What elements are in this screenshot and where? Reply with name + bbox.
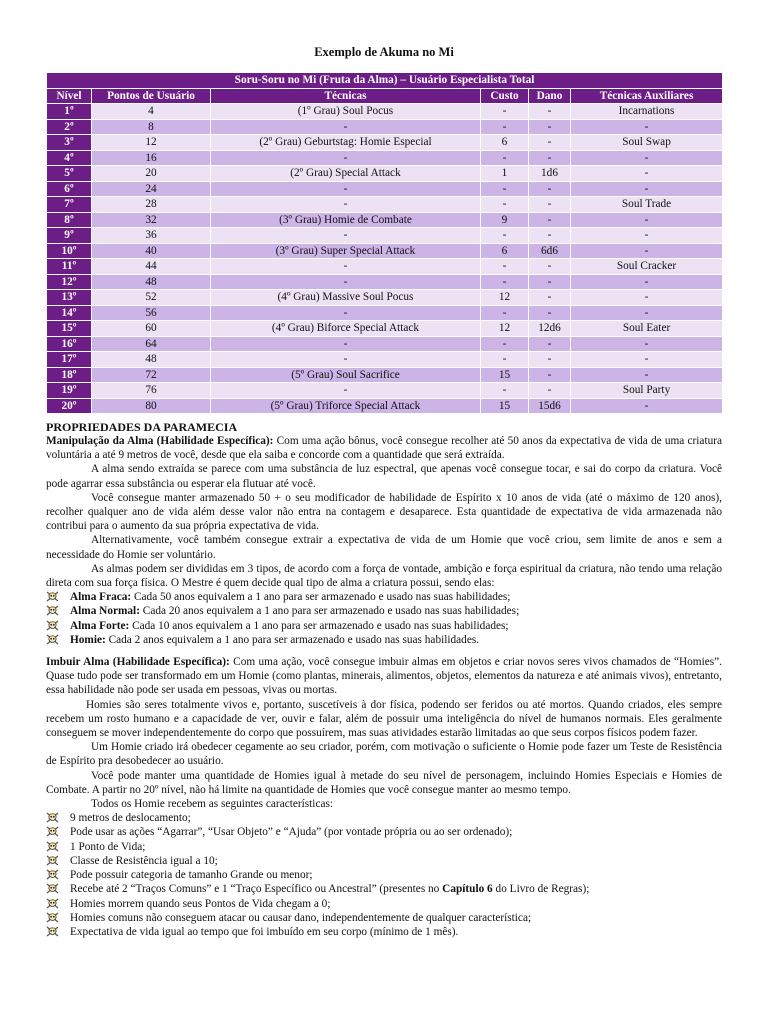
cell-tecnicas: - bbox=[211, 336, 481, 352]
cell-nivel: 16º bbox=[47, 336, 92, 352]
list-item: Recebe até 2 “Traços Comuns” e 1 “Traço Específico ou Ancestral” (presentes no Capítulo 6 do Livro de Regras); bbox=[46, 882, 722, 896]
cell-auxiliares: - bbox=[571, 150, 723, 166]
paragraph: Todos os Homie recebem as seguintes características: bbox=[91, 798, 334, 811]
skull-icon bbox=[46, 605, 59, 617]
cell-tecnicas: - bbox=[211, 150, 481, 166]
cell-custo: - bbox=[481, 352, 529, 368]
cell-dano: - bbox=[529, 181, 571, 197]
cell-dano: - bbox=[529, 119, 571, 135]
cell-nivel: 17º bbox=[47, 352, 92, 368]
list-item: Alma Fraca: Cada 50 anos equivalem a 1 ano para ser armazenado e usado nas suas habilidades; bbox=[46, 590, 722, 604]
cell-nivel: 19º bbox=[47, 383, 92, 399]
skull-icon bbox=[46, 826, 59, 838]
cell-auxiliares: Soul Party bbox=[571, 383, 723, 399]
cell-tecnicas: - bbox=[211, 383, 481, 399]
cell-auxiliares: - bbox=[571, 398, 723, 414]
cell-nivel: 1º bbox=[47, 104, 92, 120]
list-item: Pode usar as ações “Agarrar”, “Usar Objeto” e “Ajuda” (por vontade própria ou ao ser ordenado); bbox=[46, 825, 722, 839]
table-banner: Soru-Soru no Mi (Fruta da Alma) – Usuário Especialista Total bbox=[47, 73, 723, 89]
cell-dano: - bbox=[529, 259, 571, 275]
cell-pontos: 52 bbox=[92, 290, 211, 306]
table-row bbox=[47, 181, 723, 197]
cell-nivel: 13º bbox=[47, 290, 92, 306]
cell-auxiliares: - bbox=[571, 290, 723, 306]
skull-icon bbox=[46, 912, 59, 924]
cell-auxiliares: - bbox=[571, 119, 723, 135]
cell-auxiliares: - bbox=[571, 212, 723, 228]
cell-nivel: 5º bbox=[47, 166, 92, 182]
cell-auxiliares: Soul Cracker bbox=[571, 259, 723, 275]
header-pontos: Pontos de Usuário bbox=[92, 88, 211, 104]
cell-custo: - bbox=[481, 259, 529, 275]
skull-icon bbox=[46, 898, 59, 910]
cell-custo: 6 bbox=[481, 135, 529, 151]
cell-nivel: 4º bbox=[47, 150, 92, 166]
cell-pontos: 48 bbox=[92, 274, 211, 290]
table-row bbox=[47, 119, 723, 135]
cell-auxiliares: Soul Swap bbox=[571, 135, 723, 151]
cell-tecnicas: (4º Grau) Massive Soul Pocus bbox=[211, 290, 481, 306]
cell-auxiliares: Soul Trade bbox=[571, 197, 723, 213]
skull-icon bbox=[46, 855, 59, 867]
table-row bbox=[47, 383, 723, 399]
section-title: PROPRIEDADES DA PARAMECIA bbox=[46, 420, 238, 434]
imbuir-label: Imbuir Alma (Habilidade Específica): bbox=[46, 656, 230, 669]
cell-dano: - bbox=[529, 290, 571, 306]
skull-icon bbox=[46, 634, 59, 646]
table-row bbox=[47, 228, 723, 244]
table-row bbox=[47, 398, 723, 414]
cell-custo: 15 bbox=[481, 367, 529, 383]
cell-custo: - bbox=[481, 104, 529, 120]
cell-tecnicas: (1º Grau) Soul Pocus bbox=[211, 104, 481, 120]
cell-dano: - bbox=[529, 104, 571, 120]
cell-dano: - bbox=[529, 352, 571, 368]
cell-pontos: 48 bbox=[92, 352, 211, 368]
cell-pontos: 28 bbox=[92, 197, 211, 213]
cell-tecnicas: - bbox=[211, 181, 481, 197]
cell-nivel: 2º bbox=[47, 119, 92, 135]
cell-nivel: 6º bbox=[47, 181, 92, 197]
cell-dano: - bbox=[529, 197, 571, 213]
cell-custo: 9 bbox=[481, 212, 529, 228]
cell-custo: 15 bbox=[481, 398, 529, 414]
cell-auxiliares: - bbox=[571, 181, 723, 197]
manipulacao-label: Manipulação da Alma (Habilidade Específica): bbox=[46, 435, 274, 447]
imbuir-intro: Imbuir Alma (Habilidade Específica): Com uma ação, você consegue imbuir almas em objetos e criar novos seres vivos chamados de “Homies”. Quase tudo pode ser transformado em um Homie (como plantas, minerais, alimentos, objetos, elementos da natureza e até animais vivos), entretanto, essa habilidade não pode ser usada em pessoas, vivas ou mortas. bbox=[46, 656, 722, 697]
table-row bbox=[47, 305, 723, 321]
cell-pontos: 32 bbox=[92, 212, 211, 228]
paragraph: Homies são seres totalmente vivos e, portanto, suscetíveis à dor física, podendo ser feridos ou até mortos. Quando criados, eles sempre recebem um rosto humano e a capacidade de ver, ouvir e falar, além de possuir uma inteligência do nível de humanos normais. Eles geralmente conseguem se mover independentemente do corpo que possuírem, mas suas atividades estarão limitadas ao que seus corpos físicos podem fazer. bbox=[46, 698, 722, 740]
cell-nivel: 3º bbox=[47, 135, 92, 151]
table-row bbox=[47, 197, 723, 213]
manipulacao-intro: Manipulação da Alma (Habilidade Específica): Com uma ação bônus, você consegue recolher até 50 anos da expectativa de vida de uma criatura voluntária a até 9 metros de você, desde que ela saiba e concorde com a quantidade que será extraída. bbox=[46, 435, 723, 462]
cell-pontos: 72 bbox=[92, 367, 211, 383]
cell-pontos: 76 bbox=[92, 383, 211, 399]
paragraph: Você pode manter uma quantidade de Homies igual à metade do seu nível de personagem, incluindo Homies Especiais e Homies de Combate. A partir no 20º nível, não há limite na quantidade de Homies que você consegue manter ao mesmo tempo. bbox=[46, 769, 722, 796]
cell-auxiliares: Soul Eater bbox=[571, 321, 723, 337]
cell-nivel: 20º bbox=[47, 398, 92, 414]
cell-tecnicas: - bbox=[211, 259, 481, 275]
skull-icon bbox=[46, 812, 59, 824]
skull-icon bbox=[46, 926, 59, 938]
header-tecnicas: Técnicas bbox=[211, 88, 481, 104]
cell-tecnicas: - bbox=[211, 228, 481, 244]
cell-nivel: 8º bbox=[47, 212, 92, 228]
list-item: Pode possuir categoria de tamanho Grande ou menor; bbox=[46, 868, 722, 882]
cell-dano: - bbox=[529, 228, 571, 244]
cell-pontos: 24 bbox=[92, 181, 211, 197]
cell-custo: 1 bbox=[481, 166, 529, 182]
cell-tecnicas: - bbox=[211, 352, 481, 368]
table-row bbox=[47, 212, 723, 228]
cell-custo: 6 bbox=[481, 243, 529, 259]
cell-tecnicas: (5º Grau) Triforce Special Attack bbox=[211, 398, 481, 414]
cell-pontos: 20 bbox=[92, 166, 211, 182]
cell-custo: - bbox=[481, 305, 529, 321]
list-item: Alma Forte: Cada 10 anos equivalem a 1 ano para ser armazenado e usado nas suas habilidades; bbox=[46, 619, 722, 633]
table-row bbox=[47, 336, 723, 352]
cell-tecnicas: - bbox=[211, 197, 481, 213]
cell-custo: - bbox=[481, 150, 529, 166]
cell-pontos: 36 bbox=[92, 228, 211, 244]
cell-dano: - bbox=[529, 212, 571, 228]
cell-auxiliares: - bbox=[571, 367, 723, 383]
cell-dano: - bbox=[529, 336, 571, 352]
cell-dano: - bbox=[529, 383, 571, 399]
cell-pontos: 4 bbox=[92, 104, 211, 120]
cell-auxiliares: - bbox=[571, 305, 723, 321]
cell-pontos: 56 bbox=[92, 305, 211, 321]
document-title: Exemplo de Akuma no Mi bbox=[314, 45, 454, 59]
table-row bbox=[47, 166, 723, 182]
cell-nivel: 11º bbox=[47, 259, 92, 275]
cell-pontos: 16 bbox=[92, 150, 211, 166]
cell-pontos: 80 bbox=[92, 398, 211, 414]
cell-tecnicas: (4º Grau) Biforce Special Attack bbox=[211, 321, 481, 337]
cell-dano: 1d6 bbox=[529, 166, 571, 182]
cell-nivel: 10º bbox=[47, 243, 92, 259]
cell-pontos: 40 bbox=[92, 243, 211, 259]
cell-tecnicas: - bbox=[211, 274, 481, 290]
cell-custo: 12 bbox=[481, 290, 529, 306]
cell-auxiliares: - bbox=[571, 352, 723, 368]
cell-custo: - bbox=[481, 274, 529, 290]
list-item: Homies comuns não conseguem atacar ou causar dano, independentemente de qualquer característica; bbox=[46, 911, 722, 925]
table-row bbox=[47, 135, 723, 151]
table-row bbox=[47, 367, 723, 383]
cell-dano: 12d6 bbox=[529, 321, 571, 337]
skull-icon bbox=[46, 620, 59, 632]
header-auxiliares: Técnicas Auxiliares bbox=[571, 88, 723, 104]
cell-pontos: 60 bbox=[92, 321, 211, 337]
cell-dano: 6d6 bbox=[529, 243, 571, 259]
header-nivel: Nível bbox=[47, 88, 92, 104]
table-row bbox=[47, 321, 723, 337]
paragraph: Você consegue manter armazenado 50 + o seu modificador de habilidade de Espírito x 10 anos de vida (até o máximo de 120 anos), recolher qualquer ano de vida além desse valor não entra na contagem e desaparece. Esta quantidade de expectativa de vida armazenada não contribui para o aumento da sua própria expectativa de vida. bbox=[46, 491, 722, 533]
header-dano: Dano bbox=[529, 88, 571, 104]
cell-custo: - bbox=[481, 228, 529, 244]
cell-custo: - bbox=[481, 383, 529, 399]
list-item: Expectativa de vida igual ao tempo que foi imbuído em seu corpo (mínimo de 1 mês). bbox=[46, 925, 722, 939]
cell-nivel: 18º bbox=[47, 367, 92, 383]
cell-dano: - bbox=[529, 305, 571, 321]
paragraph: A alma sendo extraída se parece com uma substância de luz espectral, que apenas você consegue tocar, e sai do corpo da criatura. Você pode agarrar essa substância ou esperar ela flutuar até você. bbox=[46, 463, 722, 490]
cell-nivel: 15º bbox=[47, 321, 92, 337]
cell-auxiliares: - bbox=[571, 243, 723, 259]
table-row bbox=[47, 243, 723, 259]
homie-traits-list bbox=[46, 811, 722, 939]
akuma-table bbox=[46, 72, 723, 414]
cell-auxiliares: Incarnations bbox=[571, 104, 723, 120]
cell-pontos: 44 bbox=[92, 259, 211, 275]
list-item: Classe de Resistência igual a 10; bbox=[46, 854, 722, 868]
skull-icon bbox=[46, 841, 59, 853]
header-custo: Custo bbox=[481, 88, 529, 104]
cell-tecnicas: (3º Grau) Super Special Attack bbox=[211, 243, 481, 259]
manipulacao-section bbox=[46, 434, 722, 647]
cell-dano: - bbox=[529, 150, 571, 166]
cell-nivel: 12º bbox=[47, 274, 92, 290]
cell-pontos: 64 bbox=[92, 336, 211, 352]
cell-auxiliares: - bbox=[571, 228, 723, 244]
cell-auxiliares: - bbox=[571, 166, 723, 182]
table-row bbox=[47, 259, 723, 275]
cell-tecnicas: (5º Grau) Soul Sacrifice bbox=[211, 367, 481, 383]
list-item: 9 metros de deslocamento; bbox=[46, 811, 722, 825]
list-item: Homie: Cada 2 anos equivalem a 1 ano para ser armazenado e usado nas suas habilidades. bbox=[46, 633, 722, 647]
table-row bbox=[47, 352, 723, 368]
paragraph: Alternativamente, você também consegue extrair a expectativa de vida de um Homie que você criou, sem limite de anos e sem a necessidade do Homie ser voluntário. bbox=[46, 534, 722, 561]
table-row bbox=[47, 104, 723, 120]
paragraph: As almas podem ser divididas em 3 tipos, de acordo com a força de vontade, ambição e força espiritual da criatura, não tendo uma relação direta com sua força física. O Mestre é quem decide qual tipo de alma a criatura possui, sendo elas: bbox=[46, 562, 722, 590]
list-item: Alma Normal: Cada 20 anos equivalem a 1 ano para ser armazenado e usado nas suas habilidades; bbox=[46, 604, 722, 618]
cell-dano: - bbox=[529, 274, 571, 290]
cell-pontos: 8 bbox=[92, 119, 211, 135]
cell-tecnicas: (2º Grau) Geburtstag: Homie Especial bbox=[211, 135, 481, 151]
cell-nivel: 9º bbox=[47, 228, 92, 244]
skull-icon bbox=[46, 869, 59, 881]
list-item: 1 Ponto de Vida; bbox=[46, 840, 722, 854]
cell-custo: - bbox=[481, 119, 529, 135]
cell-auxiliares: - bbox=[571, 274, 723, 290]
cell-custo: - bbox=[481, 181, 529, 197]
list-item: Homies morrem quando seus Pontos de Vida chegam a 0; bbox=[46, 897, 722, 911]
cell-custo: - bbox=[481, 336, 529, 352]
cell-pontos: 12 bbox=[92, 135, 211, 151]
table-row bbox=[47, 150, 723, 166]
document-page bbox=[46, 0, 722, 939]
imbuir-section bbox=[46, 655, 722, 939]
cell-custo: - bbox=[481, 197, 529, 213]
cell-nivel: 7º bbox=[47, 197, 92, 213]
cell-dano: - bbox=[529, 367, 571, 383]
cell-tecnicas: - bbox=[211, 305, 481, 321]
soul-types-list bbox=[46, 590, 722, 647]
cell-tecnicas: (3º Grau) Homie de Combate bbox=[211, 212, 481, 228]
skull-icon bbox=[46, 591, 59, 603]
cell-auxiliares: - bbox=[571, 336, 723, 352]
skull-icon bbox=[46, 883, 59, 895]
cell-nivel: 14º bbox=[47, 305, 92, 321]
cell-dano: 15d6 bbox=[529, 398, 571, 414]
cell-tecnicas: - bbox=[211, 119, 481, 135]
table-row bbox=[47, 274, 723, 290]
cell-dano: - bbox=[529, 135, 571, 151]
paragraph: Um Homie criado irá obedecer cegamente ao seu criador, porém, com motivação o suficiente o Homie pode fazer um Teste de Resistência de Espírito pra desobedecer ao usuário. bbox=[46, 741, 722, 768]
cell-tecnicas: (2º Grau) Special Attack bbox=[211, 166, 481, 182]
table-row bbox=[47, 290, 723, 306]
cell-custo: 12 bbox=[481, 321, 529, 337]
